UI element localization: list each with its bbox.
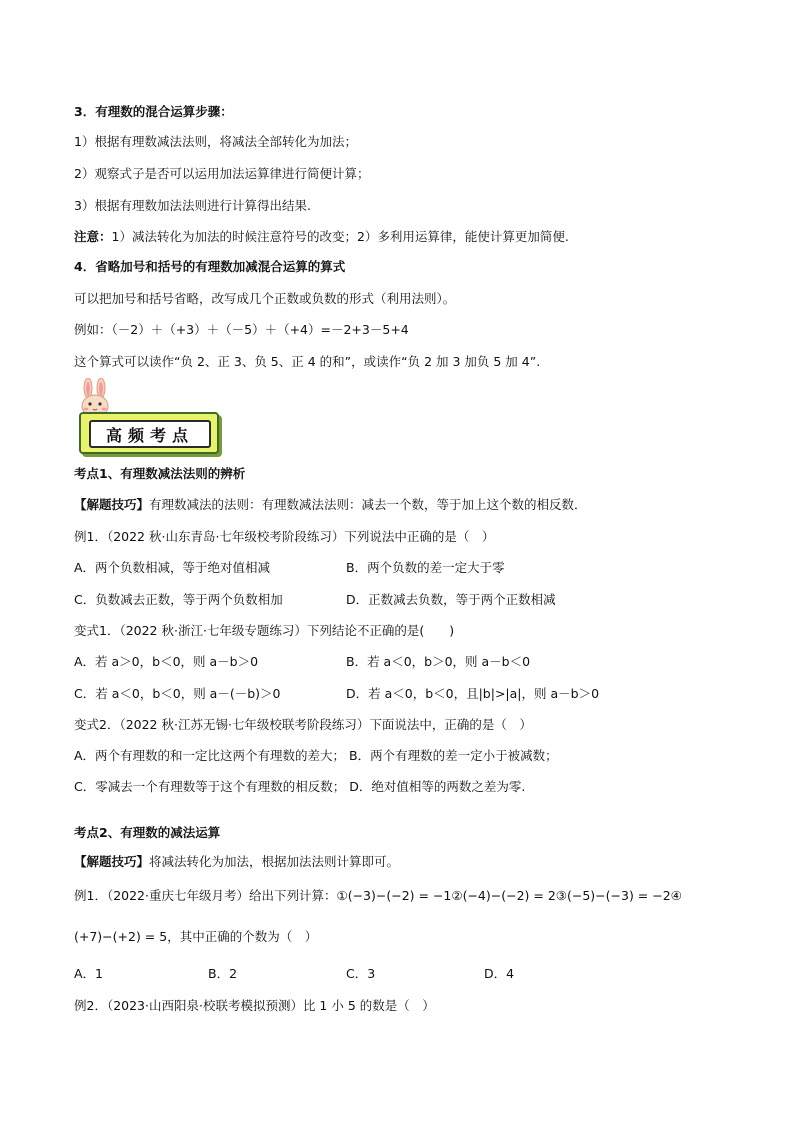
option-b: B．两个负数的差一定大于零 bbox=[346, 560, 505, 575]
option-c: C．负数减去正数，等于两个负数相加 bbox=[74, 592, 283, 607]
step-1: 1）根据有理数减法法则，将减法全部转化为加法； bbox=[74, 134, 357, 149]
topic-2-tip-label: 【解题技巧】 bbox=[74, 854, 150, 869]
topic-1-title: 考点1、有理数减法法则的辨析 bbox=[74, 466, 246, 481]
option-b: B．若 a＜0，b＞0，则 a－b＜0 bbox=[346, 654, 531, 669]
option-b: B．2 bbox=[208, 966, 238, 981]
topic-1-tip bbox=[74, 497, 587, 513]
option-c: C．3 bbox=[346, 966, 376, 981]
topic-2-example-2: 例2．（2023·山西阳泉·校联考模拟预测）比 1 小 5 的数是（ ） bbox=[74, 998, 435, 1013]
note-line bbox=[74, 229, 569, 245]
topic-2-example-1: 例1．（2022·重庆七年级月考）给出下列计算：①(−3)−(−2) = −1②(−4)−(−2) = 2③(−5)−(−3) = −2④ bbox=[74, 888, 682, 903]
variant-2-options-cd: C．零减去一个有理数等于这个有理数的相反数； D．绝对值相等的两数之差为零. bbox=[74, 779, 526, 794]
option-d: D．若 a＜0，b＜0，且|b|>|a|，则 a－b＞0 bbox=[346, 686, 600, 701]
option-d: D．4 bbox=[484, 966, 515, 981]
variant-2: 变式2．（2022 秋·江苏无锡·七年级校联考阶段练习）下面说法中，正确的是（ ） bbox=[74, 717, 532, 732]
banner-box bbox=[79, 412, 219, 454]
section-4-reading: 这个算式可以读作“负 2、正 3、负 5、正 4 的和”，或读作“负 2 加 3 加负 5 加 4”. bbox=[74, 354, 541, 369]
section-4-example: 例如：（－2）＋（+3）＋（－5）＋（+4）=－2+3－5+4 bbox=[74, 322, 409, 337]
step-3: 3）根据有理数加法法则进行计算得出结果. bbox=[74, 198, 311, 213]
banner-label: 高频考点 bbox=[89, 420, 211, 448]
variant-2-options-ab: A．两个有理数的和一定比这两个有理数的差大； B．两个有理数的差一定小于被减数； bbox=[74, 748, 558, 763]
section-4-line-1: 可以把加号和括号省略，改写成几个正数或负数的形式（利用法则）。 bbox=[74, 291, 456, 306]
topic-2-example-1-cont: (+7)−(+2) = 5，其中正确的个数为（ ） bbox=[74, 929, 318, 944]
section-4-title: 4．省略加号和括号的有理数加减混合运算的算式 bbox=[74, 259, 346, 274]
option-a: A．1 bbox=[74, 966, 104, 981]
note-text: 1）减法转化为加法的时候注意符号的改变；2）多利用运算律，能使计算更加简便. bbox=[111, 229, 569, 244]
option-c: C．若 a＜0，b＜0，则 a－(－b)＞0 bbox=[74, 686, 281, 701]
section-3-title: 3．有理数的混合运算步骤： bbox=[74, 104, 233, 119]
topic-2-title: 考点2、有理数的减法运算 bbox=[74, 825, 221, 840]
option-a: A．若 a＞0，b＜0，则 a－b＞0 bbox=[74, 654, 259, 669]
topic-2-tip-text: 将减法转化为加法，根据加法法则计算即可。 bbox=[149, 854, 400, 869]
topic-2-tip bbox=[74, 854, 399, 870]
topic-1-example-1: 例1．（2022 秋·山东青岛·七年级校考阶段练习）下列说法中正确的是（ ） bbox=[74, 529, 495, 544]
option-a: A．两个负数相减，等于绝对值相减 bbox=[74, 560, 271, 575]
option-d: D．正数减去负数，等于两个正数相减 bbox=[346, 592, 556, 607]
topic-1-tip-label: 【解题技巧】 bbox=[74, 497, 150, 512]
step-2: 2）观察式子是否可以运用加法运算律进行简便计算； bbox=[74, 166, 370, 181]
variant-1: 变式1．（2022 秋·浙江·七年级专题练习）下列结论不正确的是( ) bbox=[74, 623, 455, 638]
topic-1-tip-text: 有理数减法的法则：有理数减法法则：减去一个数，等于加上这个数的相反数． bbox=[149, 497, 587, 512]
high-frequency-banner bbox=[75, 378, 215, 452]
note-label: 注意： bbox=[74, 229, 112, 244]
